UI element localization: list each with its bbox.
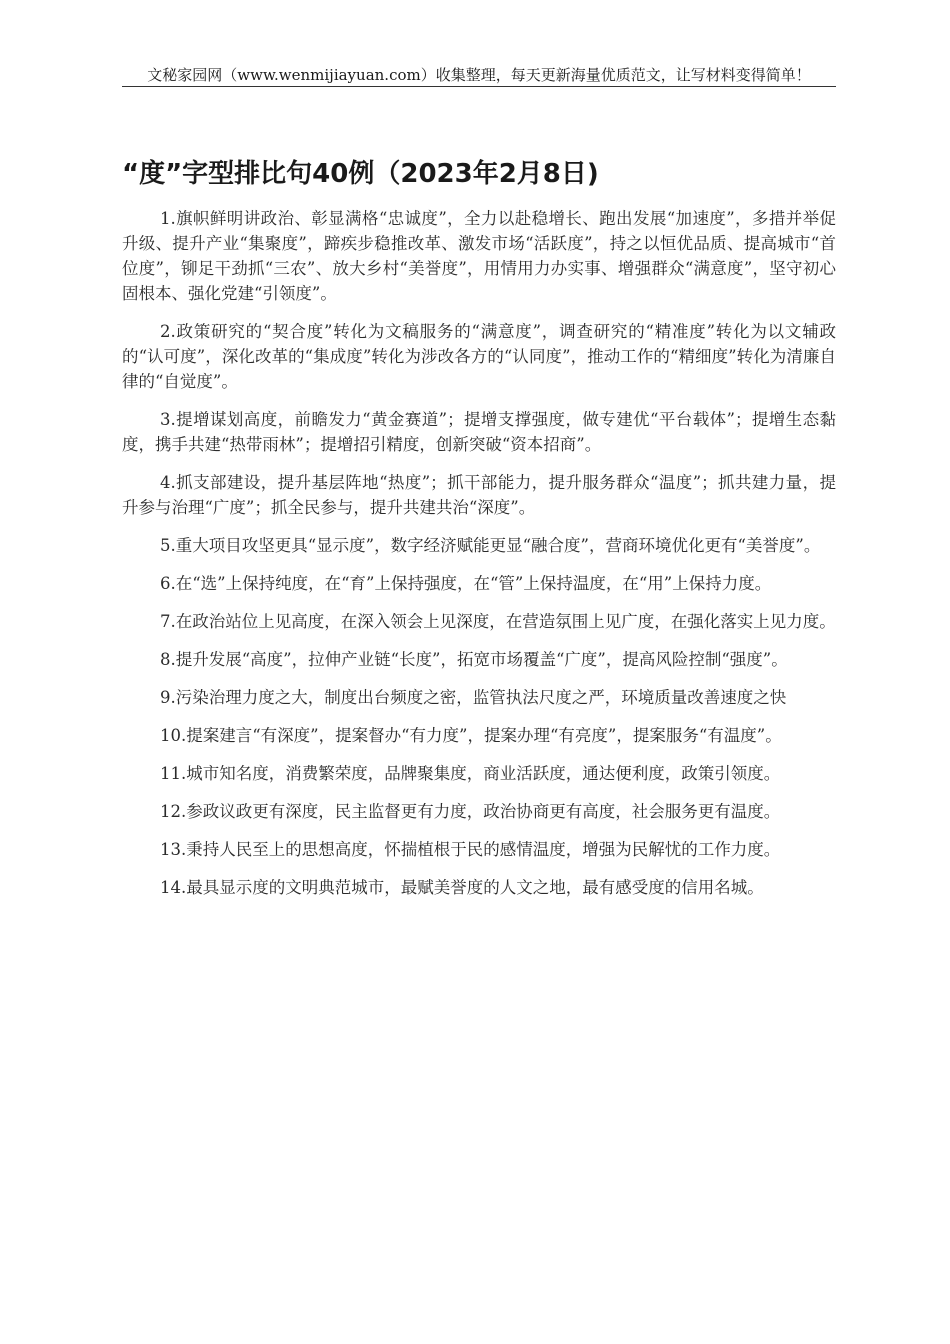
paragraph-9: 9.污染治理力度之大，制度出台频度之密，监管执法尺度之严，环境质量改善速度之快: [160, 688, 787, 707]
paragraph-2: 2.政策研究的“契合度”转化为文稿服务的“满意度”，调查研究的“精准度”转化为以文辅政的“认可度”，深化改革的“集成度”转化为涉改各方的“认同度”，推动工作的“精细度”转化为清廉自律的“自觉度”。: [122, 322, 836, 391]
document-title: “度”字型排比句40例（2023年2月8日): [122, 159, 599, 189]
paragraph-14: 14.最具显示度的文明典范城市，最赋美誉度的人文之地，最有感受度的信用名城。: [160, 878, 764, 897]
document-body: [122, 206, 836, 913]
paragraph-7: 7.在政治站位上见高度，在深入领会上见深度，在营造氛围上见广度，在强化落实上见力度。: [160, 612, 836, 631]
paragraph-13: 13.秉持人民至上的思想高度，怀揣植根于民的感情温度，增强为民解忧的工作力度。: [160, 840, 781, 859]
paragraph-3: 3.提增谋划高度，前瞻发力“黄金赛道”；提增支撑强度，做专建优“平台载体”；提增生态黏度，携手共建“热带雨林”；提增招引精度，创新突破“资本招商”。: [122, 410, 836, 454]
paragraph-12: 12.参政议政更有深度，民主监督更有力度，政治协商更有高度，社会服务更有温度。: [160, 802, 781, 821]
paragraph-1: 1.旗帜鲜明讲政治、彰显满格“忠诚度”，全力以赴稳增长、跑出发展“加速度”，多措并举促升级、提升产业“集聚度”，蹄疾步稳推改革、激发市场“活跃度”，持之以恒优品质、提高城市“首位度”，铆足干劲抓“三农”、放大乡村“美誉度”，用情用力办实事、增强群众“满意度”，坚守初心固根本、强化党建“引领度”。: [122, 209, 836, 303]
paragraph-11: 11.城市知名度，消费繁荣度，品牌聚集度，商业活跃度，通达便利度，政策引领度。: [160, 764, 781, 783]
page-header: 文秘家园网（www.wenmijiayuan.com）收集整理，每天更新海量优质范文，让写材料变得简单！: [122, 64, 836, 87]
paragraph-5: 5.重大项目攻坚更具“显示度”，数字经济赋能更显“融合度”，营商环境优化更有“美誉度”。: [160, 536, 821, 555]
paragraph-4: 4.抓支部建设，提升基层阵地“热度”；抓干部能力，提升服务群众“温度”；抓共建力量，提升参与治理“广度”；抓全民参与，提升共建共治“深度”。: [122, 473, 836, 517]
paragraph-8: 8.提升发展“高度”，拉伸产业链“长度”，拓宽市场覆盖“广度”，提高风险控制“强度”。: [160, 650, 788, 669]
paragraph-10: 10.提案建言“有深度”，提案督办“有力度”，提案办理“有亮度”，提案服务“有温度”。: [160, 726, 782, 745]
paragraph-6: 6.在“选”上保持纯度，在“育”上保持强度，在“管”上保持温度，在“用”上保持力度。: [160, 574, 772, 593]
